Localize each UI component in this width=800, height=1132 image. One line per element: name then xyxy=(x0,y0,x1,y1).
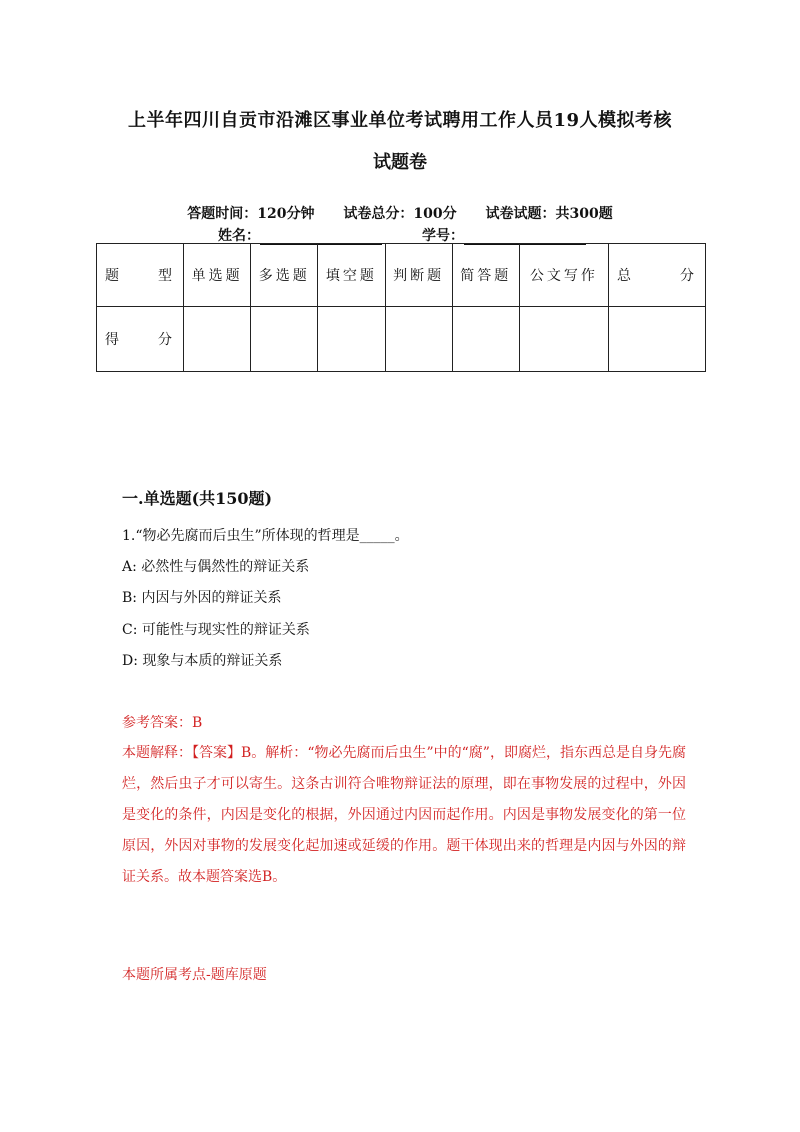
score-cell[interactable] xyxy=(519,307,608,372)
exam-total-questions: 试卷试题：共300题 xyxy=(485,206,613,222)
score-table xyxy=(96,243,706,372)
exam-time: 答题时间：120分钟 xyxy=(187,206,315,222)
score-col-single-choice: 单选题 xyxy=(184,244,251,307)
student-info xyxy=(218,225,586,245)
answer-explanation: 本题解释：【答案】B。解析：“物必先腐而后虫生”中的“腐”，即腐烂，指东西总是自身先腐烂，然后虫子才可以寄生。这条古训符合唯物辩证法的原理，即在事物发展的过程中，外因是变化的条件，内因是变化的根据，外因通过内因而起作用。内因是事物发展变化的第一位原因，外因对事物的发展变化起加速或延缓的作用。题干体现出来的哲理是内因与外因的辩证关系。故本题答案选B。 xyxy=(122,745,686,885)
question-stem: 1.“物必先腐而后虫生”所体现的哲理是_____。 xyxy=(122,528,409,544)
option-c[interactable]: C: 可能性与现实性的辩证关系 xyxy=(122,622,310,638)
name-label: 姓名： xyxy=(218,228,260,244)
score-row-head-type: 题型 xyxy=(97,244,184,307)
score-cell[interactable] xyxy=(452,307,519,372)
exam-total-score: 试卷总分：100分 xyxy=(343,206,457,222)
score-cell[interactable] xyxy=(318,307,385,372)
score-col-document-writing: 公文写作 xyxy=(519,244,608,307)
score-col-fill-blank: 填空题 xyxy=(318,244,385,307)
knowledge-point: 本题所属考点-题库原题 xyxy=(122,967,267,983)
section-title: 一.单选题(共150题) xyxy=(122,489,273,508)
score-cell[interactable] xyxy=(385,307,452,372)
score-cell[interactable] xyxy=(251,307,318,372)
score-cell[interactable] xyxy=(184,307,251,372)
score-col-total: 总分 xyxy=(609,244,706,307)
page-title: 上半年四川自贡市沿滩区事业单位考试聘用工作人员19人模拟考核 xyxy=(127,110,673,131)
score-cell-total[interactable] xyxy=(609,307,706,372)
id-label: 学号： xyxy=(422,228,464,244)
option-b[interactable]: B: 内因与外因的辩证关系 xyxy=(122,590,282,606)
score-table-header-row xyxy=(97,244,706,307)
score-table-score-row xyxy=(97,307,706,372)
score-col-short-answer: 简答题 xyxy=(452,244,519,307)
score-row-head-score: 得分 xyxy=(97,307,184,372)
page-subtitle: 试题卷 xyxy=(373,152,427,173)
score-col-multi-choice: 多选题 xyxy=(251,244,318,307)
exam-meta xyxy=(0,203,800,223)
score-col-true-false: 判断题 xyxy=(385,244,452,307)
reference-answer: 参考答案：B xyxy=(122,715,203,731)
option-d[interactable]: D: 现象与本质的辩证关系 xyxy=(122,653,283,669)
option-a[interactable]: A: 必然性与偶然性的辩证关系 xyxy=(122,559,310,575)
